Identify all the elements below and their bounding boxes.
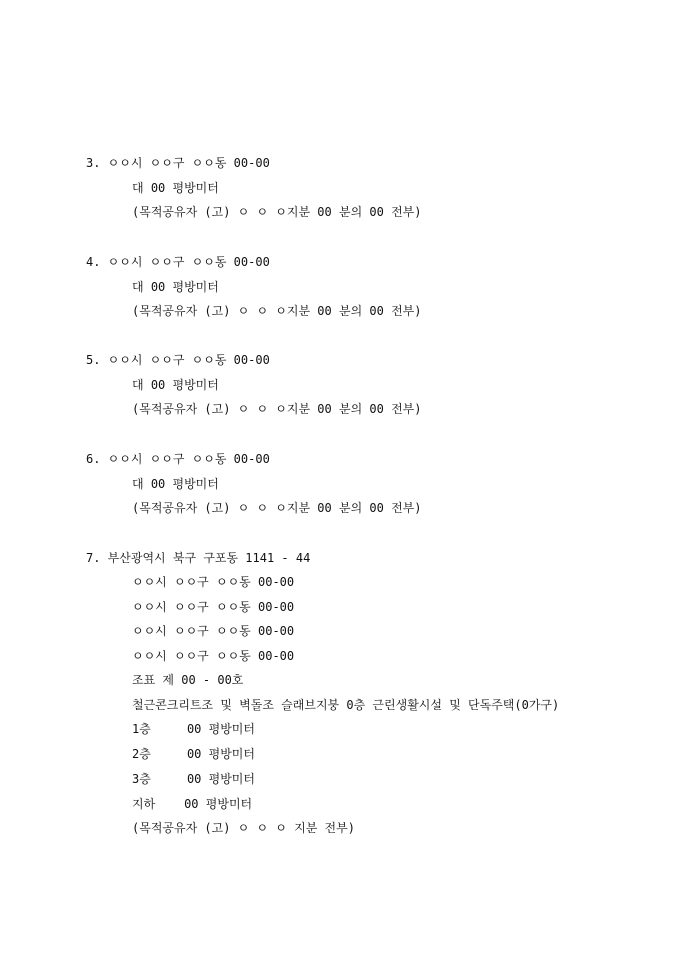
- section-7-structure: 철근콘크리트조 및 벽돌조 슬래브지붕 0층 근린생활시설 및 단독주택(0가구): [132, 698, 560, 712]
- section-7-owner: (목적공유자 (고) ㅇ ㅇ ㅇ 지분 전부): [132, 821, 355, 835]
- section-4-owner: (목적공유자 (고) ㅇ ㅇ ㅇ지분 00 분의 00 전부): [132, 304, 422, 318]
- section-7-floor-1: 1층 00 평방미터: [132, 722, 255, 736]
- section-7-floor-3: 3층 00 평방미터: [132, 772, 255, 786]
- section-7-address-4: ㅇㅇ시 ㅇㅇ구 ㅇㅇ동 00-00: [132, 649, 295, 663]
- section-7-heading: 7. 부산광역시 북구 구포동 1141 - 44: [86, 551, 311, 565]
- section-4-area: 대 00 평방미터: [132, 280, 219, 294]
- section-7-address-1: ㅇㅇ시 ㅇㅇ구 ㅇㅇ동 00-00: [132, 575, 295, 589]
- section-5-owner: (목적공유자 (고) ㅇ ㅇ ㅇ지분 00 분의 00 전부): [132, 402, 422, 416]
- section-6-heading: 6. ㅇㅇ시 ㅇㅇ구 ㅇㅇ동 00-00: [86, 452, 270, 466]
- section-5-area: 대 00 평방미터: [132, 378, 219, 392]
- section-4-heading: 4. ㅇㅇ시 ㅇㅇ구 ㅇㅇ동 00-00: [86, 255, 270, 269]
- section-6-owner: (목적공유자 (고) ㅇ ㅇ ㅇ지분 00 분의 00 전부): [132, 501, 422, 515]
- section-7-floor-2: 2층 00 평방미터: [132, 747, 255, 761]
- section-6-area: 대 00 평방미터: [132, 477, 219, 491]
- section-7-floor-basement: 지하 00 평방미터: [132, 797, 253, 811]
- section-3-heading: 3. ㅇㅇ시 ㅇㅇ구 ㅇㅇ동 00-00: [86, 156, 270, 170]
- section-3-owner: (목적공유자 (고) ㅇ ㅇ ㅇ지분 00 분의 00 전부): [132, 205, 422, 219]
- section-7-address-3: ㅇㅇ시 ㅇㅇ구 ㅇㅇ동 00-00: [132, 624, 295, 638]
- section-7-lot: 조표 제 00 - 00호: [132, 673, 244, 687]
- section-5-heading: 5. ㅇㅇ시 ㅇㅇ구 ㅇㅇ동 00-00: [86, 353, 270, 367]
- section-3-area: 대 00 평방미터: [132, 181, 219, 195]
- section-7-address-2: ㅇㅇ시 ㅇㅇ구 ㅇㅇ동 00-00: [132, 600, 295, 614]
